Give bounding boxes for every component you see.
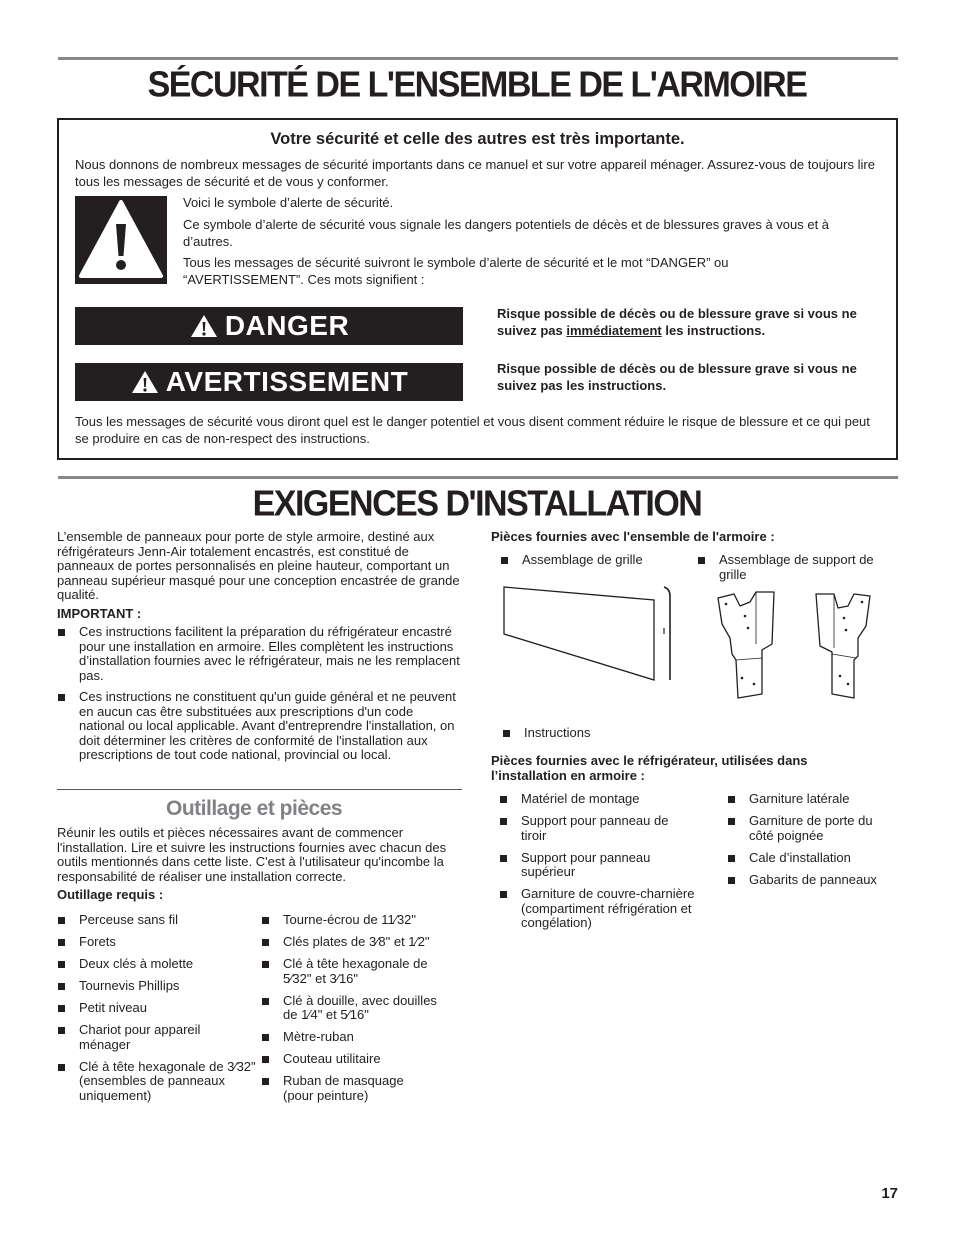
danger-banner — [75, 307, 463, 345]
list-item: Ces instructions facilitent la préparation du réfrigérateur encastré pour une installation en armoire. Elles complètent les instructions d’installation fournies avec le réfrigérateur, mais ne les remplacent pas. — [57, 625, 462, 683]
install-intro: L’ensemble de panneaux pour porte de style armoire, destiné aux réfrigérateurs Jenn-Air totalement encastrés, est constitué de panneaux de portes personnalisés en pleine hauteur, comportant un panneau supérieur masqué pour une conception encastrée de grande qualité. — [57, 529, 460, 602]
safety-closing: Tous les messages de sécurité vous diront quel est le danger potentiel et vous disent comment réduire le risque de blessure et ce qui peut se produire en cas de non-respect des instructions. — [75, 414, 870, 446]
danger-text-part-3: les instructions. — [661, 323, 766, 338]
grille-bracket-illustration-2 — [808, 588, 878, 704]
safety-box-title: Votre sécurité et celle des autres est très importante. — [270, 130, 685, 148]
list-item: Mètre-ruban — [261, 1030, 461, 1045]
fridge-parts-label: Pièces fournies avec le réfrigérateur, utilisées dans l’installation en armoire : — [491, 753, 808, 783]
list-item: Support pour panneau de tiroir — [499, 814, 691, 843]
important-label: IMPORTANT : — [57, 605, 142, 621]
danger-text-part-1: Risque possible de décès ou de blessure grave si vous ne suivez pas — [497, 306, 857, 338]
tools-intro: Réunir les outils et pièces nécessaires avant de commencer l'installation. Lire et suivre les instructions fournies avec chacun des outils mentionnés dans cette liste. C'est à l'utilisateur qu'incombe la responsabilité de réaliser une installation correcte. — [57, 825, 447, 884]
list-item: Garniture latérale — [727, 792, 897, 807]
tools-required-label: Outillage requis : — [57, 887, 164, 902]
safety-alert-symbol-icon — [75, 196, 167, 284]
list-item: Couteau utilitaire — [261, 1052, 461, 1067]
list-item: Ruban de masquage (pour peinture) — [261, 1074, 423, 1103]
list-item: Assemblage de support de grille — [697, 553, 877, 582]
safety-title: SÉCURITÉ DE L'ENSEMBLE DE L'ARMOIRE — [147, 65, 807, 105]
list-item: Matériel de montage — [499, 792, 709, 807]
list-item: Clés plates de 3⁄8" et 1⁄2" — [261, 935, 461, 950]
list-item: Assemblage de grille — [500, 553, 680, 568]
warning-text: Risque possible de décès ou de blessure grave si vous ne suivez pas les instructions. — [497, 361, 857, 393]
tools-list-col1 — [57, 913, 257, 1103]
install-left-column — [57, 530, 462, 763]
kit-part-bracket — [697, 553, 877, 582]
danger-alert-icon — [189, 313, 219, 339]
list-item: Deux clés à molette — [57, 957, 257, 972]
danger-text — [497, 305, 892, 339]
warning-label: AVERTISSEMENT — [165, 366, 409, 397]
kit-part-instructions — [502, 726, 682, 741]
list-item: Gabarits de panneaux — [727, 873, 897, 888]
section-divider — [57, 789, 462, 790]
fridge-parts-col1 — [499, 792, 709, 931]
list-item: Support pour panneau supérieur — [499, 851, 681, 880]
kit-parts-label: Pièces fournies avec l'ensemble de l'armoire : — [491, 529, 775, 544]
page-number: 17 — [881, 1185, 898, 1202]
install-rule — [58, 476, 898, 479]
list-item: Petit niveau — [57, 1001, 257, 1016]
tools-heading: Outillage et pièces — [166, 797, 343, 820]
danger-label: DANGER — [224, 310, 350, 341]
list-item: Clé à tête hexagonale de 3⁄32" (ensembles de panneaux uniquement) — [57, 1060, 257, 1104]
warning-banner — [75, 363, 463, 401]
fridge-parts-col2 — [727, 792, 897, 887]
list-item: Chariot pour appareil ménager — [57, 1023, 219, 1052]
important-list — [57, 625, 462, 763]
list-item: Instructions — [502, 726, 682, 741]
list-item: Cale d’installation — [727, 851, 897, 866]
symbol-line-2: Ce symbole d’alerte de sécurité vous signale les dangers potentiels de décès et de blessures graves à vous et à d’autres. — [183, 217, 830, 249]
list-item: Clé à douille, avec douilles de 1⁄4" et 5⁄16" — [261, 994, 453, 1023]
tools-list-col2 — [261, 913, 461, 1103]
list-item: Garniture de couvre-charnière (compartiment réfrigération et congélation) — [499, 887, 711, 931]
install-title: EXIGENCES D'INSTALLATION — [252, 484, 702, 524]
safety-box — [57, 118, 898, 460]
warning-alert-icon — [130, 369, 160, 395]
list-item: Garniture de porte du côté poignée — [727, 814, 899, 843]
danger-text-underlined: immédiatement — [566, 323, 662, 338]
list-item: Tourne-écrou de 11⁄32" — [261, 913, 461, 928]
list-item: Forets — [57, 935, 257, 950]
top-rule — [58, 57, 898, 60]
symbol-line-3: Tous les messages de sécurité suivront le symbole d’alerte de sécurité et le mot “DANGER” ou “AVERTISSEMENT”. Ces mots signifient : — [183, 255, 729, 287]
safety-intro: Nous donnons de nombreux messages de sécurité importants dans ce manuel et sur votre appareil ménager. Assurez-vous de toujours lire tous les messages de sécurité et de vous y conformer. — [75, 157, 875, 189]
list-item: Tournevis Phillips — [57, 979, 257, 994]
grille-bracket-illustration-1 — [712, 588, 782, 704]
list-item: Clé à tête hexagonale de 5⁄32" et 3⁄16" — [261, 957, 443, 986]
tools-intro-block — [57, 826, 462, 903]
grille-assembly-illustration — [496, 582, 678, 686]
list-item: Ces instructions ne constituent qu'un guide général et ne peuvent en aucun cas être substituées aux prescriptions d'un code national ou local applicable. Avant d'entreprendre l'installation, on doit déterminer les critères de conformité de l'installation aux prescriptions de tout code national, provincial ou local. — [57, 690, 462, 763]
list-item: Perceuse sans fil — [57, 913, 257, 928]
symbol-line-1: Voici le symbole d’alerte de sécurité. — [183, 195, 394, 210]
kit-part-grille — [500, 553, 680, 568]
